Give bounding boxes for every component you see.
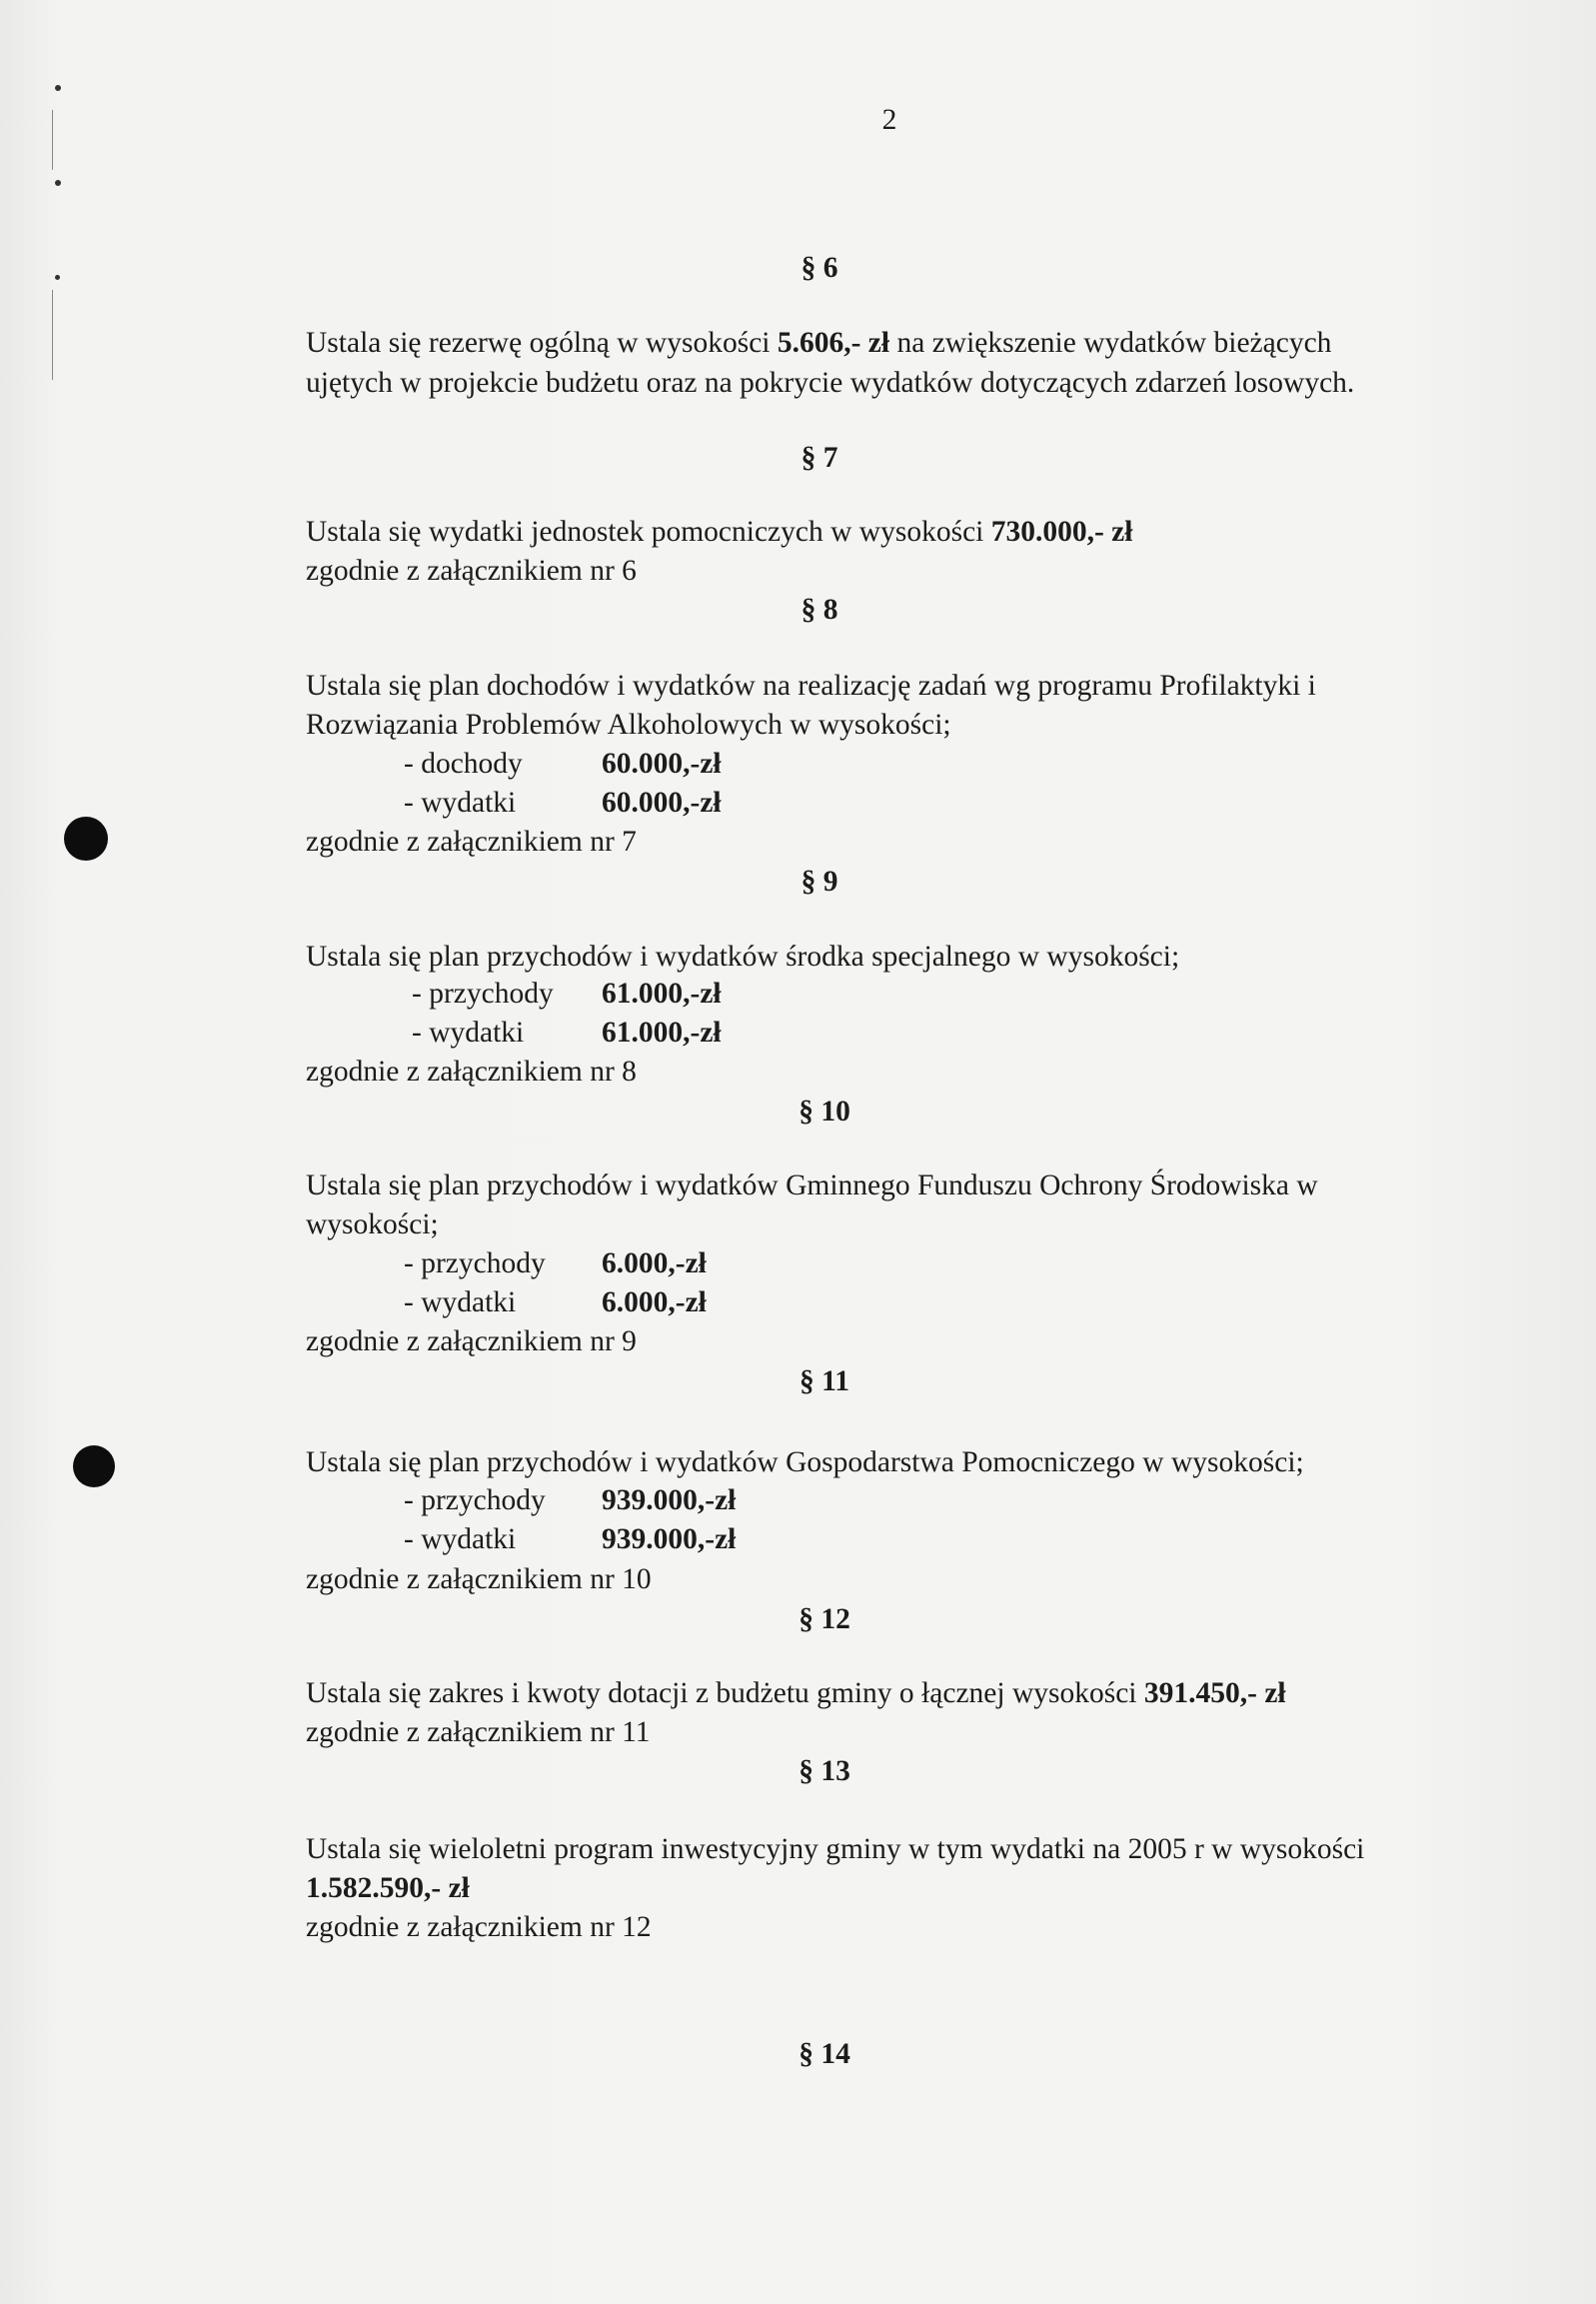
section-12-amount: 391.450,- zł [1143,1677,1286,1709]
section-8-item-label: - dochody [404,748,523,780]
page-number: 2 [881,104,897,136]
section-10-footer: zgodnie z załącznikiem nr 9 [306,1325,637,1357]
section-12-line-2: zgodnie z załącznikiem nr 11 [306,1716,651,1748]
section-7-heading: § 7 [800,442,838,474]
section-10-item-label: - wydatki [404,1286,517,1318]
section-8-line-2: Rozwiązania Problemów Alkoholowych w wysokości; [306,709,951,741]
section-10-item-amount: 6.000,-zł [602,1247,707,1279]
scan-speck [55,180,61,186]
section-11-item-amount: 939.000,-zł [602,1484,737,1516]
section-7-line-2: zgodnie z załącznikiem nr 6 [306,555,637,587]
section-12-heading: § 12 [798,1603,850,1635]
section-7-amount: 730.000,- zł [990,516,1133,548]
section-11-footer: zgodnie z załącznikiem nr 10 [306,1563,652,1595]
section-9-line-1: Ustala się plan przychodów i wydatków środka specjalnego w wysokości; [306,941,1180,973]
section-9-item-label: - przychody [412,978,554,1010]
section-13-line-3: zgodnie z załącznikiem nr 12 [306,1911,652,1943]
section-9-footer: zgodnie z załącznikiem nr 8 [306,1056,637,1088]
section-9-item-amount: 61.000,-zł [602,1017,722,1049]
section-14-heading: § 14 [798,2038,850,2070]
section-6-heading: § 6 [800,252,838,284]
section-9-heading: § 9 [800,866,838,898]
scan-speck [55,85,61,91]
section-11-item-amount: 939.000,-zł [602,1523,737,1555]
section-8-item-amount: 60.000,-zł [602,748,722,780]
section-13-amount: 1.582.590,- zł [306,1872,470,1904]
section-8-item-amount: 60.000,-zł [602,787,722,819]
section-11-item-label: - wydatki [404,1523,517,1555]
section-6-line-2: ujętych w projekcie budżetu oraz na pokrycie wydatków dotyczących zdarzeń losowych. [306,367,1355,399]
section-10-item-label: - przychody [404,1247,546,1279]
section-10-heading: § 10 [798,1096,850,1128]
punch-hole-bottom [73,1445,115,1487]
section-10-item-amount: 6.000,-zł [602,1286,707,1318]
section-7-line-1: Ustala się wydatki jednostek pomocniczych w wysokości 730.000,- zł [306,516,1133,548]
scan-edge-line [52,290,53,380]
section-8-line-1: Ustala się plan dochodów i wydatków na realizację zadań wg programu Profilaktyki i [306,670,1316,702]
section-9-item-label: - wydatki [412,1017,525,1049]
punch-hole-top [64,817,108,861]
section-8-footer: zgodnie z załącznikiem nr 7 [306,826,637,858]
section-10-line-1: Ustala się plan przychodów i wydatków Gminnego Funduszu Ochrony Środowiska w [306,1169,1318,1201]
section-11-item-label: - przychody [404,1484,546,1516]
section-9-item-amount: 61.000,-zł [602,978,722,1010]
section-13-heading: § 13 [798,1755,850,1787]
section-11-line-1: Ustala się plan przychodów i wydatków Gospodarstwa Pomocniczego w wysokości; [306,1446,1304,1478]
section-8-item-label: - wydatki [404,787,517,819]
section-10-line-2: wysokości; [306,1208,439,1240]
section-13-line-1: Ustala się wieloletni program inwestycyjny gminy w tym wydatki na 2005 r w wysokości [306,1833,1365,1865]
scan-edge-line [52,110,53,170]
section-6-line-1: Ustala się rezerwę ogólną w wysokości 5.606,- zł na zwiększenie wydatków bieżących [306,327,1332,359]
section-12-line-1: Ustala się zakres i kwoty dotacji z budżetu gminy o łącznej wysokości 391.450,- zł [306,1677,1286,1709]
section-6-amount: 5.606,- zł [777,327,890,359]
scan-speck [55,275,60,280]
section-11-heading: § 11 [799,1365,849,1397]
section-8-heading: § 8 [800,594,838,626]
